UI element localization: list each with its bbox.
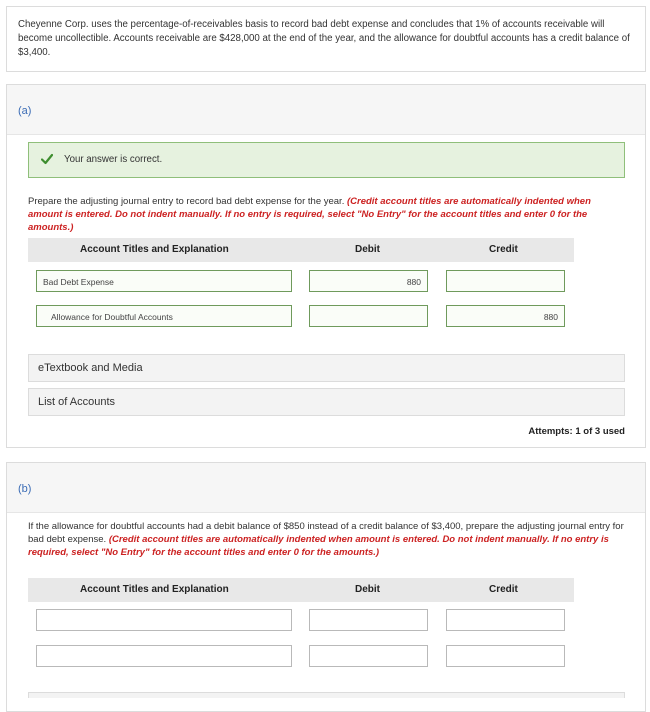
debit-input[interactable] (309, 645, 428, 667)
problem-statement (6, 6, 646, 72)
part-b-table-header (28, 578, 574, 602)
account-title-input[interactable]: Bad Debt Expense (36, 270, 292, 292)
col-debit-header: Debit (355, 584, 380, 595)
account-title-input[interactable]: Allowance for Doubtful Accounts (36, 305, 292, 327)
col-credit-header: Credit (489, 584, 518, 595)
instruction-note: (Credit account titles are automatically indented when amount is entered. Do not indent manually. If no entry is required, select "No Entry" for the account titles and enter 0 for the amounts.) (28, 534, 609, 558)
next-link-bar[interactable] (28, 692, 625, 698)
correct-feedback (28, 142, 625, 178)
credit-input[interactable] (446, 270, 565, 292)
col-credit-header: Credit (489, 244, 518, 255)
debit-input[interactable] (309, 609, 428, 631)
part-a-label: (a) (18, 105, 32, 117)
checkmark-icon (41, 153, 53, 165)
debit-input[interactable] (309, 305, 428, 327)
col-debit-header: Debit (355, 244, 380, 255)
feedback-text: Your answer is correct. (64, 154, 163, 165)
attempts-counter: Attempts: 1 of 3 used (528, 426, 625, 437)
account-title-input[interactable] (36, 645, 292, 667)
part-b-label: (b) (18, 483, 32, 495)
credit-input[interactable] (446, 609, 565, 631)
part-b-instructions (28, 520, 625, 559)
etextbook-label: eTextbook and Media (38, 362, 143, 374)
col-account-header: Account Titles and Explanation (80, 584, 229, 595)
debit-input[interactable]: 880 (309, 270, 428, 292)
list-of-accounts-link[interactable] (28, 388, 625, 416)
part-a-instructions (28, 195, 625, 234)
problem-text: Cheyenne Corp. uses the percentage-of-receivables basis to record bad debt expense and concludes that 1% of accounts receivable will become uncollectible. Accounts receivable are $428,000 at the end of the year, and the allowance for doubtful accounts has a credit balance of $3,400. (18, 19, 630, 58)
instruction-text: If the allowance for doubtful accounts had a debit balance of $850 instead of a credit balance of $3,400, prepare the adjusting journal entry for bad debt expense. (28, 521, 624, 545)
instruction-note: (Credit account titles are automatically indented when amount is entered. Do not indent manually. If no entry is required, select "No Entry" for the account titles and enter 0 for the amounts.) (28, 196, 591, 233)
part-b-header (7, 463, 645, 513)
col-account-header: Account Titles and Explanation (80, 244, 229, 255)
credit-input[interactable]: 880 (446, 305, 565, 327)
account-title-input[interactable] (36, 609, 292, 631)
instruction-text: Prepare the adjusting journal entry to record bad debt expense for the year. (28, 196, 345, 207)
credit-input[interactable] (446, 645, 565, 667)
part-a-table-header (28, 238, 574, 262)
list-of-accounts-label: List of Accounts (38, 396, 116, 408)
etextbook-link[interactable] (28, 354, 625, 382)
part-a-header (7, 85, 645, 135)
